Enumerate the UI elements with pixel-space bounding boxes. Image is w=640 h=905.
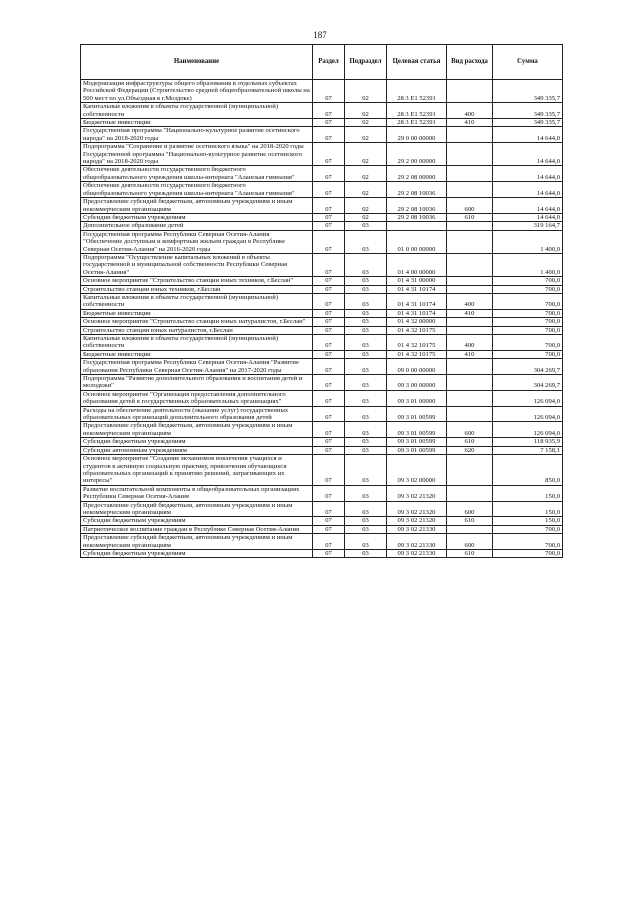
cell-name: Государственная программа "Национально-культурное развитие осетинского народа" на 2018-2020 годы [81, 127, 313, 143]
cell-razdel: 07 [313, 80, 345, 103]
cell-vid [447, 222, 493, 230]
cell-statya: 01 4 32 00000 [387, 318, 447, 326]
cell-summa: 700,0 [493, 285, 563, 293]
cell-vid [447, 455, 493, 486]
cell-vid: 400 [447, 335, 493, 351]
cell-name: Субсидии бюджетным учреждениям [81, 438, 313, 446]
cell-vid [447, 375, 493, 391]
cell-summa: 7 158,1 [493, 446, 563, 454]
table-row [81, 103, 563, 119]
cell-vid [447, 277, 493, 285]
cell-statya: 09 3 01 00599 [387, 406, 447, 422]
cell-summa: 14 644,0 [493, 143, 563, 166]
cell-podrazdel: 03 [345, 525, 387, 533]
cell-name: Дополнительное образование детей [81, 222, 313, 230]
cell-statya: 28 3 E1 52391 [387, 80, 447, 103]
cell-podrazdel: 02 [345, 103, 387, 119]
table-row [81, 406, 563, 422]
cell-name: Патриотическое воспитание граждан в Республике Северная Осетия-Алания [81, 525, 313, 533]
cell-razdel: 07 [313, 277, 345, 285]
cell-podrazdel: 03 [345, 222, 387, 230]
cell-statya: 29 2 08 10036 [387, 182, 447, 198]
cell-summa: 700,0 [493, 549, 563, 557]
cell-summa: 150,0 [493, 485, 563, 501]
table-row [81, 285, 563, 293]
cell-podrazdel: 02 [345, 119, 387, 127]
table-row [81, 326, 563, 334]
cell-vid [447, 359, 493, 375]
cell-podrazdel: 03 [345, 375, 387, 391]
cell-razdel: 07 [313, 198, 345, 214]
cell-statya: 09 3 01 00000 [387, 390, 447, 406]
cell-vid: 600 [447, 501, 493, 517]
table-row [81, 438, 563, 446]
cell-podrazdel: 02 [345, 198, 387, 214]
cell-podrazdel: 02 [345, 166, 387, 182]
cell-razdel: 07 [313, 230, 345, 253]
cell-name: Развитие воспитательной компоненты в общеобразовательных организациях Республики Северная Осетия-Алания [81, 485, 313, 501]
table-row [81, 119, 563, 127]
cell-podrazdel: 03 [345, 309, 387, 317]
cell-statya: 01 4 31 10174 [387, 285, 447, 293]
cell-podrazdel: 03 [345, 277, 387, 285]
table-row [81, 549, 563, 557]
cell-name: Бюджетные инвестиции [81, 350, 313, 358]
cell-razdel: 07 [313, 326, 345, 334]
cell-podrazdel: 03 [345, 406, 387, 422]
cell-statya: 01 4 31 00000 [387, 277, 447, 285]
cell-razdel: 07 [313, 293, 345, 309]
cell-statya: 29 2 00 00000 [387, 143, 447, 166]
cell-podrazdel: 03 [345, 455, 387, 486]
cell-name: Бюджетные инвестиции [81, 309, 313, 317]
cell-summa: 349 335,7 [493, 103, 563, 119]
cell-statya: 09 3 00 00000 [387, 375, 447, 391]
cell-podrazdel: 03 [345, 501, 387, 517]
cell-statya: 09 3 02 21320 [387, 517, 447, 525]
cell-name: Строительство станции юных натуралистов, г.Беслан [81, 326, 313, 334]
cell-statya: 09 3 01 00599 [387, 422, 447, 438]
table-body [81, 80, 563, 558]
cell-name: Субсидии бюджетным учреждениям [81, 517, 313, 525]
cell-name: Обеспечение деятельности государственного бюджетного общеобразовательного учреждения школы-интерната "Аланская гимназия" [81, 166, 313, 182]
cell-vid [447, 285, 493, 293]
header-name: Наименование [81, 45, 313, 80]
table-row [81, 335, 563, 351]
cell-statya: 29 2 08 00000 [387, 166, 447, 182]
header-podrazdel: Подраздел [345, 45, 387, 80]
cell-podrazdel: 03 [345, 335, 387, 351]
cell-summa: 14 644,0 [493, 182, 563, 198]
cell-vid [447, 525, 493, 533]
cell-razdel: 07 [313, 285, 345, 293]
cell-vid [447, 326, 493, 334]
cell-statya: 01 4 32 10175 [387, 335, 447, 351]
table-row [81, 182, 563, 198]
cell-podrazdel: 02 [345, 213, 387, 221]
cell-summa: 14 644,0 [493, 166, 563, 182]
cell-razdel: 07 [313, 213, 345, 221]
page-number: 187 [313, 30, 327, 40]
cell-razdel: 07 [313, 517, 345, 525]
header-vid: Вид расхода [447, 45, 493, 80]
cell-name: Государственная программа Республики Северная Осетия-Алания "Обеспечение доступным и комфортным жильем граждан в Республике Северная Осетия-Алания" на 2016-2020 годы [81, 230, 313, 253]
cell-statya: 01 4 32 10175 [387, 350, 447, 358]
cell-summa: 304 269,7 [493, 375, 563, 391]
cell-razdel: 07 [313, 318, 345, 326]
cell-razdel: 07 [313, 390, 345, 406]
cell-vid [447, 143, 493, 166]
cell-razdel: 07 [313, 501, 345, 517]
cell-vid [447, 318, 493, 326]
table-row [81, 198, 563, 214]
table-row [81, 390, 563, 406]
cell-podrazdel: 03 [345, 293, 387, 309]
table-row [81, 517, 563, 525]
cell-podrazdel: 03 [345, 390, 387, 406]
cell-razdel: 07 [313, 525, 345, 533]
cell-podrazdel: 03 [345, 446, 387, 454]
cell-podrazdel: 03 [345, 438, 387, 446]
cell-summa: 319 164,7 [493, 222, 563, 230]
cell-name: Основное мероприятие "Организация предоставления дополнительного образования детей в государственных образовательных организациях" [81, 390, 313, 406]
cell-razdel: 07 [313, 182, 345, 198]
cell-name: Основное мероприятие "Создание механизмов вовлечения учащихся и студентов в активную социальную практику, привлечения обучающихся образовательных организаций к принятию решений, затрагивающих их интересы" [81, 455, 313, 486]
cell-razdel: 07 [313, 422, 345, 438]
table-row [81, 525, 563, 533]
cell-statya: 28 3 E1 52391 [387, 119, 447, 127]
cell-vid [447, 166, 493, 182]
table-row [81, 422, 563, 438]
cell-vid [447, 390, 493, 406]
table-row [81, 230, 563, 253]
cell-podrazdel: 03 [345, 549, 387, 557]
cell-razdel: 07 [313, 438, 345, 446]
cell-vid: 600 [447, 422, 493, 438]
cell-podrazdel: 02 [345, 182, 387, 198]
cell-name: Капитальные вложения в объекты государственной (муниципальной) собственности [81, 293, 313, 309]
cell-statya: 01 4 00 00000 [387, 253, 447, 276]
cell-vid: 610 [447, 438, 493, 446]
cell-summa: 700,0 [493, 309, 563, 317]
cell-summa: 700,0 [493, 318, 563, 326]
cell-name: Предоставление субсидий бюджетным, автономным учреждениям и иным некоммерческим организациям [81, 501, 313, 517]
cell-name: Бюджетные инвестиции [81, 119, 313, 127]
cell-name: Предоставление субсидий бюджетным, автономным учреждениям и иным некоммерческим организациям [81, 534, 313, 550]
cell-podrazdel: 03 [345, 485, 387, 501]
cell-statya: 28 3 E1 52391 [387, 103, 447, 119]
cell-summa: 150,0 [493, 501, 563, 517]
cell-name: Подпрограмма "Осуществление капитальных вложений в объекты государственной и муниципальной собственности Республики Северная Осетия-Алания" [81, 253, 313, 276]
cell-podrazdel: 03 [345, 359, 387, 375]
cell-name: Предоставление субсидий бюджетным, автономным учреждениям и иным некоммерческим организациям [81, 198, 313, 214]
cell-podrazdel: 02 [345, 127, 387, 143]
cell-name: Обеспечение деятельности государственного бюджетного общеобразовательного учреждения школы-интерната "Аланская гимназия" [81, 182, 313, 198]
cell-razdel: 07 [313, 119, 345, 127]
cell-vid: 410 [447, 119, 493, 127]
cell-summa: 304 269,7 [493, 359, 563, 375]
cell-razdel: 07 [313, 253, 345, 276]
cell-statya: 09 0 00 00000 [387, 359, 447, 375]
cell-razdel: 07 [313, 359, 345, 375]
cell-razdel: 07 [313, 350, 345, 358]
cell-summa: 700,0 [493, 525, 563, 533]
table-row [81, 375, 563, 391]
cell-summa: 1 400,0 [493, 253, 563, 276]
table-row [81, 359, 563, 375]
cell-statya [387, 222, 447, 230]
header-summa: Сумма [493, 45, 563, 80]
cell-summa: 126 094,0 [493, 422, 563, 438]
cell-vid: 610 [447, 517, 493, 525]
cell-razdel: 07 [313, 166, 345, 182]
cell-razdel: 07 [313, 485, 345, 501]
cell-name: Расходы на обеспечение деятельности (оказание услуг) государственных образовательных организаций дополнительного образования детей [81, 406, 313, 422]
table-row [81, 166, 563, 182]
cell-razdel: 07 [313, 309, 345, 317]
table-row [81, 309, 563, 317]
cell-podrazdel: 03 [345, 285, 387, 293]
cell-vid [447, 253, 493, 276]
cell-razdel: 07 [313, 222, 345, 230]
cell-razdel: 07 [313, 455, 345, 486]
cell-vid: 410 [447, 309, 493, 317]
cell-summa: 349 335,7 [493, 119, 563, 127]
table-row [81, 80, 563, 103]
cell-razdel: 07 [313, 406, 345, 422]
cell-name: Субсидии автономным учреждениям [81, 446, 313, 454]
cell-vid [447, 127, 493, 143]
cell-vid [447, 80, 493, 103]
cell-summa: 150,0 [493, 517, 563, 525]
cell-name: Основное мероприятие "Строительство станции юных натуралистов, г.Беслан" [81, 318, 313, 326]
cell-vid: 620 [447, 446, 493, 454]
table-row [81, 350, 563, 358]
cell-name: Предоставление субсидий бюджетным, автономным учреждениям и иным некоммерческим организациям [81, 422, 313, 438]
cell-vid: 410 [447, 350, 493, 358]
cell-podrazdel: 03 [345, 350, 387, 358]
cell-vid: 600 [447, 198, 493, 214]
cell-statya: 29 0 00 00000 [387, 127, 447, 143]
cell-statya: 09 3 02 00000 [387, 455, 447, 486]
cell-summa: 126 094,0 [493, 406, 563, 422]
cell-name: Государственная программа Республики Северная Осетия-Алания "Развитие образования Республики Северная Осетия-Алания" на 2017-2020 годы [81, 359, 313, 375]
cell-summa: 700,0 [493, 277, 563, 285]
cell-statya: 09 3 01 00599 [387, 446, 447, 454]
cell-podrazdel: 03 [345, 318, 387, 326]
table-row [81, 501, 563, 517]
cell-razdel: 07 [313, 375, 345, 391]
table-row [81, 534, 563, 550]
cell-vid: 600 [447, 534, 493, 550]
cell-name: Субсидии бюджетным учреждениям [81, 213, 313, 221]
cell-summa: 700,0 [493, 350, 563, 358]
cell-name: Модернизация инфраструктуры общего образования в отдельных субъектах Российской Федерации (Строительство средней общеобразовательной школы на 500 мест по ул.Объездная в г.Моздоке) [81, 80, 313, 103]
cell-summa: 700,0 [493, 326, 563, 334]
table-row [81, 127, 563, 143]
table-row [81, 143, 563, 166]
table-row [81, 446, 563, 454]
cell-podrazdel: 03 [345, 230, 387, 253]
cell-statya: 09 3 02 21330 [387, 525, 447, 533]
cell-statya: 09 3 02 21320 [387, 501, 447, 517]
cell-summa: 1 400,0 [493, 230, 563, 253]
cell-summa: 14 644,0 [493, 213, 563, 221]
cell-statya: 29 2 08 10036 [387, 198, 447, 214]
cell-vid [447, 406, 493, 422]
cell-name: Подпрограмма "Сохранение и развитие осетинского языка" на 2018-2020 годы Государственной программы "Национально-культурное развитие осетинского народа" на 2018-2020 годы [81, 143, 313, 166]
cell-vid [447, 230, 493, 253]
cell-name: Капитальные вложения в объекты государственной (муниципальной) собственности [81, 103, 313, 119]
cell-name: Строительство станции юных техников, г.Беслан [81, 285, 313, 293]
cell-statya: 09 3 02 21330 [387, 549, 447, 557]
cell-podrazdel: 03 [345, 534, 387, 550]
cell-name: Основное мероприятие "Строительство станции юных техников, г.Беслан" [81, 277, 313, 285]
cell-podrazdel: 02 [345, 143, 387, 166]
cell-statya: 09 3 01 00599 [387, 438, 447, 446]
cell-summa: 349 335,7 [493, 80, 563, 103]
cell-podrazdel: 03 [345, 253, 387, 276]
cell-name: Подпрограмма "Развитие дополнительного образования и воспитания детей и молодежи" [81, 375, 313, 391]
table-row [81, 485, 563, 501]
cell-vid: 400 [447, 293, 493, 309]
cell-vid: 610 [447, 213, 493, 221]
cell-razdel: 07 [313, 534, 345, 550]
cell-statya: 01 4 31 10174 [387, 293, 447, 309]
cell-razdel: 07 [313, 446, 345, 454]
cell-statya: 01 0 00 00000 [387, 230, 447, 253]
cell-statya: 01 4 31 10174 [387, 309, 447, 317]
table-row [81, 222, 563, 230]
budget-table [80, 44, 563, 558]
cell-summa: 14 644,0 [493, 198, 563, 214]
cell-podrazdel: 03 [345, 326, 387, 334]
cell-name: Субсидии бюджетным учреждениям [81, 549, 313, 557]
cell-razdel: 07 [313, 143, 345, 166]
cell-razdel: 07 [313, 335, 345, 351]
cell-podrazdel: 02 [345, 80, 387, 103]
cell-summa: 850,0 [493, 455, 563, 486]
cell-podrazdel: 03 [345, 422, 387, 438]
table-row [81, 293, 563, 309]
table-row [81, 253, 563, 276]
table-row [81, 277, 563, 285]
cell-razdel: 07 [313, 127, 345, 143]
cell-vid: 610 [447, 549, 493, 557]
table-header-row [81, 45, 563, 80]
cell-summa: 700,0 [493, 293, 563, 309]
cell-statya: 29 2 08 10036 [387, 213, 447, 221]
table-row [81, 213, 563, 221]
cell-podrazdel: 03 [345, 517, 387, 525]
cell-summa: 126 094,0 [493, 390, 563, 406]
header-statya: Целевая статья [387, 45, 447, 80]
cell-vid [447, 182, 493, 198]
cell-statya: 09 3 02 21320 [387, 485, 447, 501]
cell-razdel: 07 [313, 103, 345, 119]
cell-vid: 400 [447, 103, 493, 119]
table-row [81, 455, 563, 486]
cell-statya: 01 4 32 10175 [387, 326, 447, 334]
header-razdel: Раздел [313, 45, 345, 80]
cell-summa: 700,0 [493, 335, 563, 351]
cell-summa: 118 935,9 [493, 438, 563, 446]
table-row [81, 318, 563, 326]
cell-name: Капитальные вложения в объекты государственной (муниципальной) собственности [81, 335, 313, 351]
cell-summa: 700,0 [493, 534, 563, 550]
cell-razdel: 07 [313, 549, 345, 557]
cell-statya: 09 3 02 21330 [387, 534, 447, 550]
cell-vid [447, 485, 493, 501]
cell-summa: 14 644,0 [493, 127, 563, 143]
